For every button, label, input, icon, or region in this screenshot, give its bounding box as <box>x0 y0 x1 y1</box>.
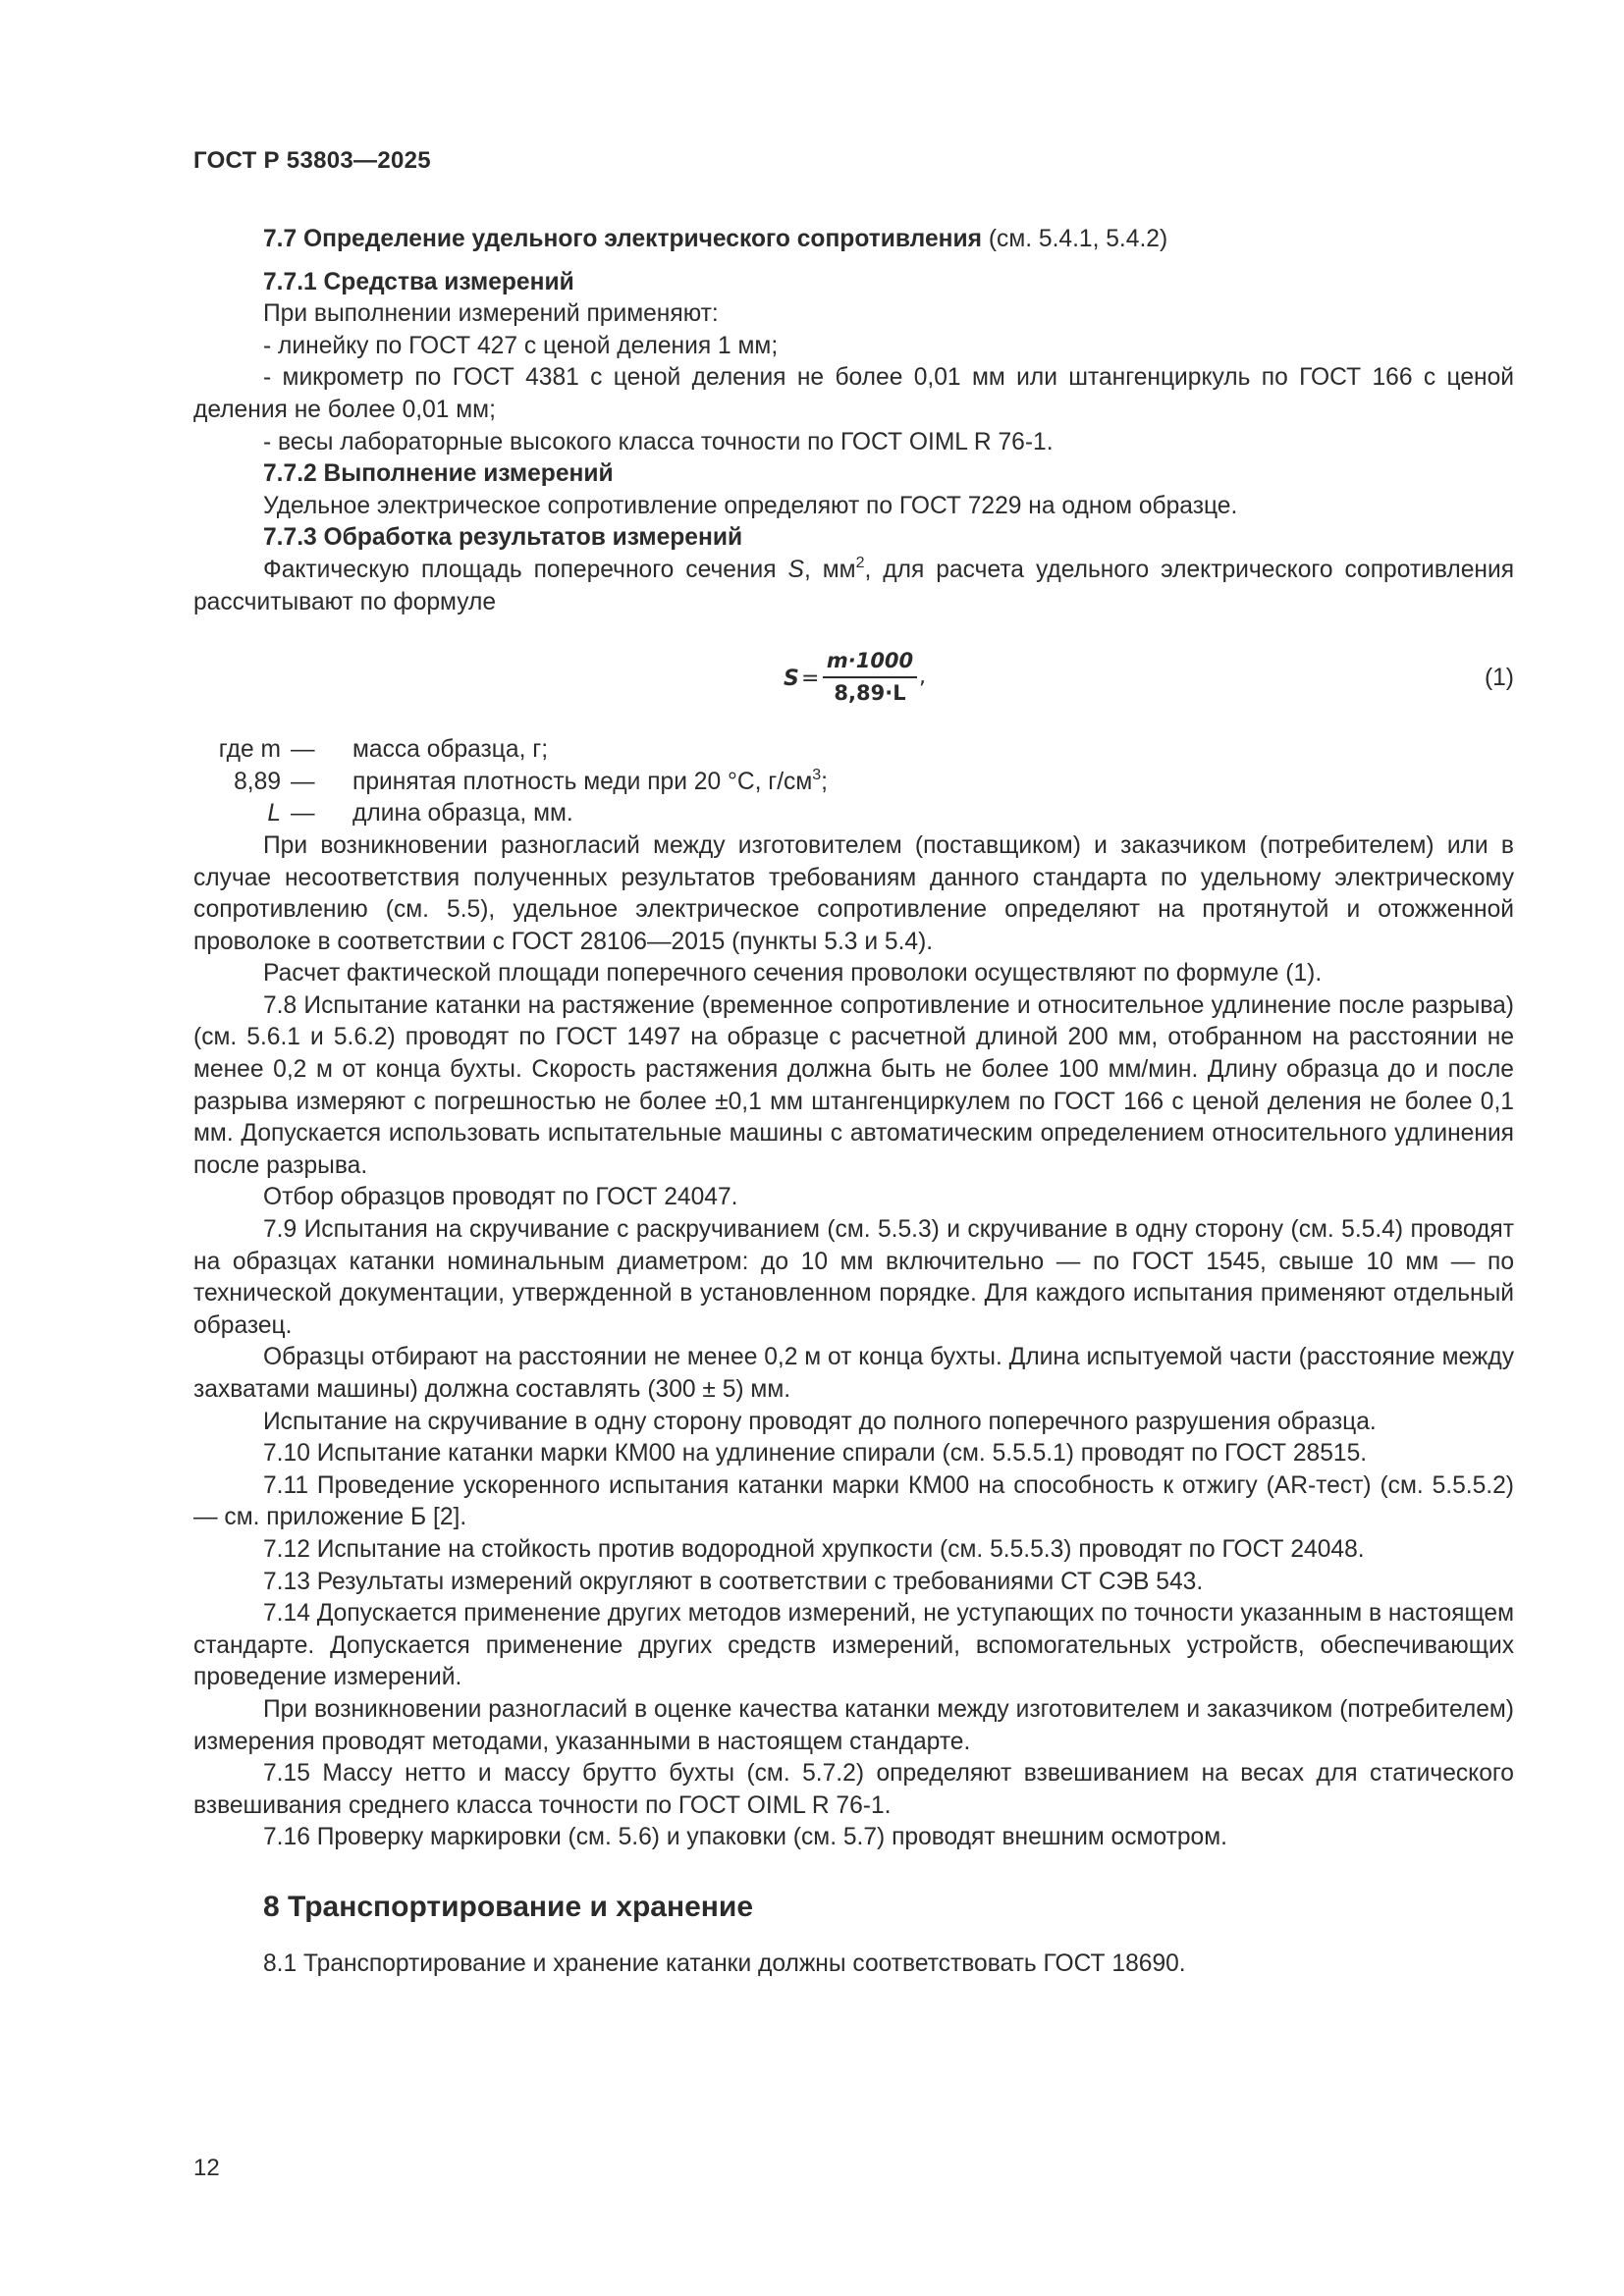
paragraph: Расчет фактической площади поперечного сечения проволоки осуществляют по формуле (1). <box>263 960 1323 988</box>
section-7-7-1-line: - линейку по ГОСТ 427 с ценой деления 1 мм; <box>263 332 779 359</box>
document-header: ГОСТ Р 53803—2025 <box>193 147 431 174</box>
where-item <box>193 734 1514 767</box>
section-7-7-2-text: Удельное электрическое сопротивление определяют по ГОСТ 7229 на одном образце. <box>263 492 1238 519</box>
paragraph: Испытание на скручивание в одну сторону проводят до полного поперечного разрушения образца. <box>263 1408 1377 1435</box>
section-7-7-1-line: - микрометр по ГОСТ 4381 с ценой деления не более 0,01 мм или штангенциркуль по ГОСТ 166 с ценой деления не более 0,01 мм; <box>193 364 1514 423</box>
unit-superscript: 2 <box>855 554 865 571</box>
paragraph: Отбор образцов проводят по ГОСТ 24047. <box>263 1184 738 1211</box>
section-7-7-title: 7.7 Определение удельного электрического сопротивления <box>263 226 982 252</box>
paragraph: 7.13 Результаты измерений округляют в соответствии с требованиями СТ СЭВ 543. <box>263 1568 1204 1595</box>
paragraph: При возникновении разногласий в оценке качества катанки между изготовителем и заказчиком (потребителем) измерения проводят методами, указанными в настоящем стандарте. <box>193 1695 1514 1755</box>
where-item <box>193 798 1514 830</box>
paragraph: 7.10 Испытание катанки марки КМ00 на удлинение спирали (см. 5.5.5.1) проводят по ГОСТ 28515. <box>263 1440 1368 1468</box>
where-dash: — <box>291 800 315 828</box>
where-item <box>193 767 1514 799</box>
where-symbol: где m <box>218 736 281 764</box>
paragraph: 7.15 Массу нетто и массу брутто бухты (см. 5.7.2) определяют взвешиванием на весах для статического взвешивания среднего класса точности по ГОСТ OIML R 76-1. <box>193 1760 1514 1819</box>
formula-lhs: S <box>784 667 799 692</box>
where-definition: длина образца, мм. <box>352 800 573 828</box>
page-content <box>193 224 1514 1981</box>
section-7-7-1-line: При выполнении измерений применяют: <box>263 300 719 328</box>
section-7-7-2-title: 7.7.2 Выполнение измерений <box>263 460 614 488</box>
section-8-title: 8 Транспортирование и хранение <box>263 1890 754 1923</box>
paragraph: Образцы отбирают на расстоянии не менее 0,2 м от конца бухты. Длина испытуемой части (расстояние между захватами машины) должна составлять (300 ± 5) мм. <box>193 1344 1514 1403</box>
section-7-7-3-title: 7.7.3 Обработка результатов измерений <box>263 524 743 552</box>
paragraph: 7.8 Испытание катанки на растяжение (временное сопротивление и относительное удлинение после разрыва) (см. 5.6.1 и 5.6.2) проводят по ГОСТ 1497 на образце с расчетной длиной 200 мм, отобранном на расстоянии не менее 0,2 м от конца бухты. Скорость растяжения должна быть не более 100 мм/мин. Длину образца до и после разрыва измеряют с погрешностью не более ±0,1 мм штангенциркулем по ГОСТ 166 с ценой деления не более 0,1 мм. Допускается использовать испытательные машины с автоматическим определением относительного удлинения после разрыва. <box>193 991 1514 1179</box>
section-7-7-3-intro: Фактическую площадь поперечного сечения S, $мм^2$, для расчета удельного электрического сопротивления рассчитывают по формуле <box>193 554 1515 615</box>
where-symbol: 8,89 <box>234 768 281 795</box>
section-7-7-ref: (см. 5.4.1, 5.4.2) <box>982 226 1168 252</box>
section-7-7-1-title: 7.7.1 Средства измерений <box>263 268 574 295</box>
paragraph: 7.12 Испытание на стойкость против водородной хрупкости (см. 5.5.5.3) проводят по ГОСТ 24048. <box>263 1535 1365 1563</box>
section-7-7-1-line: - весы лабораторные высокого класса точности по ГОСТ OIML R 76-1. <box>263 428 1054 455</box>
formula-expression <box>784 648 931 707</box>
area-symbol: S <box>787 556 804 583</box>
section-8-1-text: 8.1 Транспортирование и хранение катанки должны соответствовать ГОСТ 18690. <box>263 1949 1186 1977</box>
page-number: 12 <box>193 2155 220 2181</box>
fraction-bar <box>823 676 917 678</box>
where-definition: масса образца, г; <box>352 736 549 764</box>
where-symbol: L <box>267 800 281 828</box>
paragraph: 7.14 Допускается применение других методов измерений, не уступающих по точности указанным в настоящем стандарте. Допускается применение других средств измерений, вспомогательных устройств, обеспечивающих проведение измерений. <box>193 1600 1514 1691</box>
where-dash: — <box>291 768 315 795</box>
formula-equals: = <box>801 667 820 692</box>
where-definition: принятая плотность меди при 20 °С, $г/см^3$; <box>352 766 829 795</box>
formula-number: (1) <box>1484 665 1514 692</box>
formula-comma: , <box>919 665 926 690</box>
paragraph: При возникновении разногласий между изготовителем (поставщиком) и заказчиком (потребителем) или в случае несоответствия полученных результатов требованиям данного стандарта по удельному электрическому сопротивлению (см. 5.5), удельное электрическое сопротивление определяют на протянутой и отожженной проволоке в соответствии с ГОСТ 28106—2015 (пункты 5.3 и 5.4). <box>193 831 1514 955</box>
paragraph: 7.11 Проведение ускоренного испытания катанки марки КМ00 на способность к отжигу (AR-тест) (см. 5.5.5.2) — см. приложение Б [2]. <box>193 1471 1514 1531</box>
section-7-7-heading <box>193 224 1514 256</box>
paragraph: 7.16 Проверку маркировки (см. 5.6) и упаковки (см. 5.7) проводят внешним осмотром. <box>263 1824 1227 1851</box>
formula-1 <box>193 618 1514 734</box>
formula-numerator: m·1000 <box>826 649 914 673</box>
paragraph: 7.9 Испытания на скручивание с раскручиванием (см. 5.5.3) и скручивание в одну сторону (см. 5.5.4) проводят на образцах катанки номинальным диаметром: до 10 мм включительно — по ГОСТ 1545, свыше 10 мм — по технической документации, утвержденной в установленном порядке. Для каждого испытания применяют отдельный образец. <box>193 1216 1514 1339</box>
where-dash: — <box>291 736 315 764</box>
formula-denominator: 8,89·L <box>834 681 906 706</box>
